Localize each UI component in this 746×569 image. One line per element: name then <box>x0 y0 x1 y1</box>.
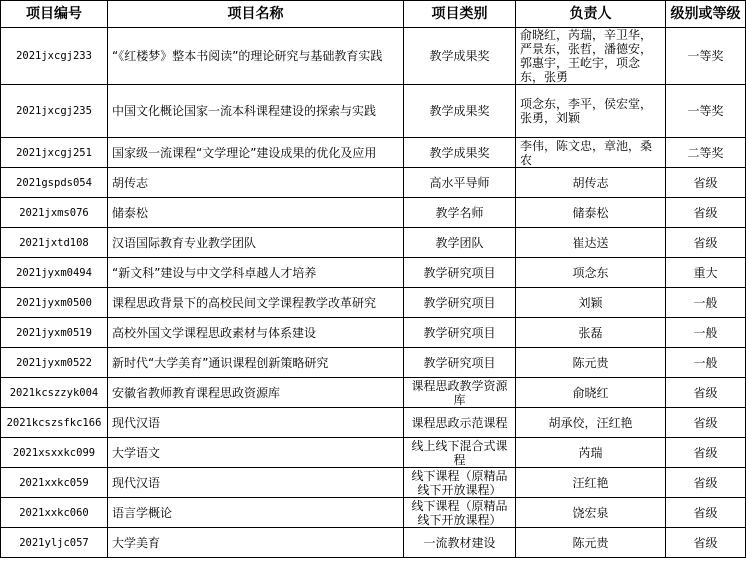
cell-person: 刘颖 <box>516 288 666 318</box>
cell-person: 储泰松 <box>516 198 666 228</box>
table-row <box>1 258 746 288</box>
cell-category: 教学成果奖 <box>404 138 516 168</box>
cell-level: 一般 <box>666 318 746 348</box>
cell-level: 一等奖 <box>666 28 746 85</box>
cell-category: 教学名师 <box>404 198 516 228</box>
cell-level: 省级 <box>666 228 746 258</box>
cell-person: 陈元贵 <box>516 348 666 378</box>
cell-level: 省级 <box>666 198 746 228</box>
cell-person: 项念东 <box>516 258 666 288</box>
cell-name: “新文科”建设与中文学科卓越人才培养 <box>108 258 404 288</box>
cell-person: 俞晓红 <box>516 378 666 408</box>
cell-level: 重大 <box>666 258 746 288</box>
cell-level: 省级 <box>666 528 746 558</box>
cell-person: 李伟，陈文忠，章池，桑农 <box>516 138 666 168</box>
cell-level: 一般 <box>666 288 746 318</box>
cell-name: “《红楼梦》整本书阅读”的理论研究与基础教育实践 <box>108 28 404 85</box>
cell-person: 芮瑞 <box>516 438 666 468</box>
cell-name: 汉语国际教育专业教学团队 <box>108 228 404 258</box>
cell-code: 2021jyxm0519 <box>1 318 108 348</box>
cell-level: 省级 <box>666 408 746 438</box>
cell-level: 省级 <box>666 468 746 498</box>
cell-category: 高水平导师 <box>404 168 516 198</box>
cell-category: 线下课程（原精品线下开放课程） <box>404 498 516 528</box>
table-row <box>1 318 746 348</box>
table-row <box>1 528 746 558</box>
cell-category: 教学研究项目 <box>404 288 516 318</box>
cell-level: 省级 <box>666 438 746 468</box>
cell-name: 中国文化概论国家一流本科课程建设的探索与实践 <box>108 85 404 138</box>
cell-code: 2021jxms076 <box>1 198 108 228</box>
cell-name: 高校外国文学课程思政素材与体系建设 <box>108 318 404 348</box>
cell-code: 2021gspds054 <box>1 168 108 198</box>
cell-code: 2021jyxm0500 <box>1 288 108 318</box>
cell-level: 省级 <box>666 498 746 528</box>
header-category: 项目类别 <box>404 1 516 28</box>
cell-category: 教学研究项目 <box>404 348 516 378</box>
cell-name: 现代汉语 <box>108 468 404 498</box>
cell-category: 教学研究项目 <box>404 318 516 348</box>
header-name: 项目名称 <box>108 1 404 28</box>
cell-code: 2021jxcgj251 <box>1 138 108 168</box>
cell-category: 一流教材建设 <box>404 528 516 558</box>
cell-person: 俞晓红，芮瑞，辛卫华，严景东，张哲，潘德安，郭惠宇，王屹宇，项念东，张勇 <box>516 28 666 85</box>
cell-category: 教学成果奖 <box>404 28 516 85</box>
cell-person: 汪红艳 <box>516 468 666 498</box>
cell-code: 2021jxcgj235 <box>1 85 108 138</box>
cell-level: 省级 <box>666 168 746 198</box>
cell-name: 新时代“大学美育”通识课程创新策略研究 <box>108 348 404 378</box>
cell-name: 胡传志 <box>108 168 404 198</box>
cell-person: 陈元贵 <box>516 528 666 558</box>
cell-person: 胡传志 <box>516 168 666 198</box>
cell-code: 2021kcszzyk004 <box>1 378 108 408</box>
cell-level: 二等奖 <box>666 138 746 168</box>
table-row <box>1 468 746 498</box>
cell-name: 国家级一流课程“文学理论”建设成果的优化及应用 <box>108 138 404 168</box>
cell-person: 崔达送 <box>516 228 666 258</box>
cell-category: 线上线下混合式课程 <box>404 438 516 468</box>
cell-category: 教学团队 <box>404 228 516 258</box>
cell-category: 教学研究项目 <box>404 258 516 288</box>
cell-level: 一般 <box>666 348 746 378</box>
table-row <box>1 168 746 198</box>
table-row <box>1 378 746 408</box>
cell-code: 2021xsxxkc099 <box>1 438 108 468</box>
cell-person: 张磊 <box>516 318 666 348</box>
cell-level: 一等奖 <box>666 85 746 138</box>
cell-category: 教学成果奖 <box>404 85 516 138</box>
cell-code: 2021jyxm0494 <box>1 258 108 288</box>
cell-category: 线下课程（原精品线下开放课程） <box>404 468 516 498</box>
cell-code: 2021jyxm0522 <box>1 348 108 378</box>
header-person: 负责人 <box>516 1 666 28</box>
header-level: 级别或等级 <box>666 1 746 28</box>
table-row <box>1 408 746 438</box>
table-row <box>1 28 746 85</box>
cell-name: 大学美育 <box>108 528 404 558</box>
cell-name: 语言学概论 <box>108 498 404 528</box>
table-row <box>1 438 746 468</box>
table-row <box>1 198 746 228</box>
table-row <box>1 138 746 168</box>
cell-name: 课程思政背景下的高校民间文学课程教学改革研究 <box>108 288 404 318</box>
table-row <box>1 85 746 138</box>
cell-person: 饶宏泉 <box>516 498 666 528</box>
cell-code: 2021xxkc059 <box>1 468 108 498</box>
header-row <box>1 1 746 28</box>
table-row <box>1 348 746 378</box>
cell-code: 2021yljc057 <box>1 528 108 558</box>
cell-person: 项念东，李平，侯宏堂，张勇，刘颖 <box>516 85 666 138</box>
cell-name: 大学语文 <box>108 438 404 468</box>
table-row <box>1 228 746 258</box>
table-row <box>1 498 746 528</box>
cell-person: 胡承佼，汪红艳 <box>516 408 666 438</box>
cell-name: 储泰松 <box>108 198 404 228</box>
header-code: 项目编号 <box>1 1 108 28</box>
cell-category: 课程思政教学资源库 <box>404 378 516 408</box>
table-row <box>1 288 746 318</box>
cell-name: 现代汉语 <box>108 408 404 438</box>
cell-code: 2021xxkc060 <box>1 498 108 528</box>
cell-code: 2021kcszsfkc166 <box>1 408 108 438</box>
cell-level: 省级 <box>666 378 746 408</box>
cell-code: 2021jxcgj233 <box>1 28 108 85</box>
cell-category: 课程思政示范课程 <box>404 408 516 438</box>
cell-name: 安徽省教师教育课程思政资源库 <box>108 378 404 408</box>
cell-code: 2021jxtd108 <box>1 228 108 258</box>
